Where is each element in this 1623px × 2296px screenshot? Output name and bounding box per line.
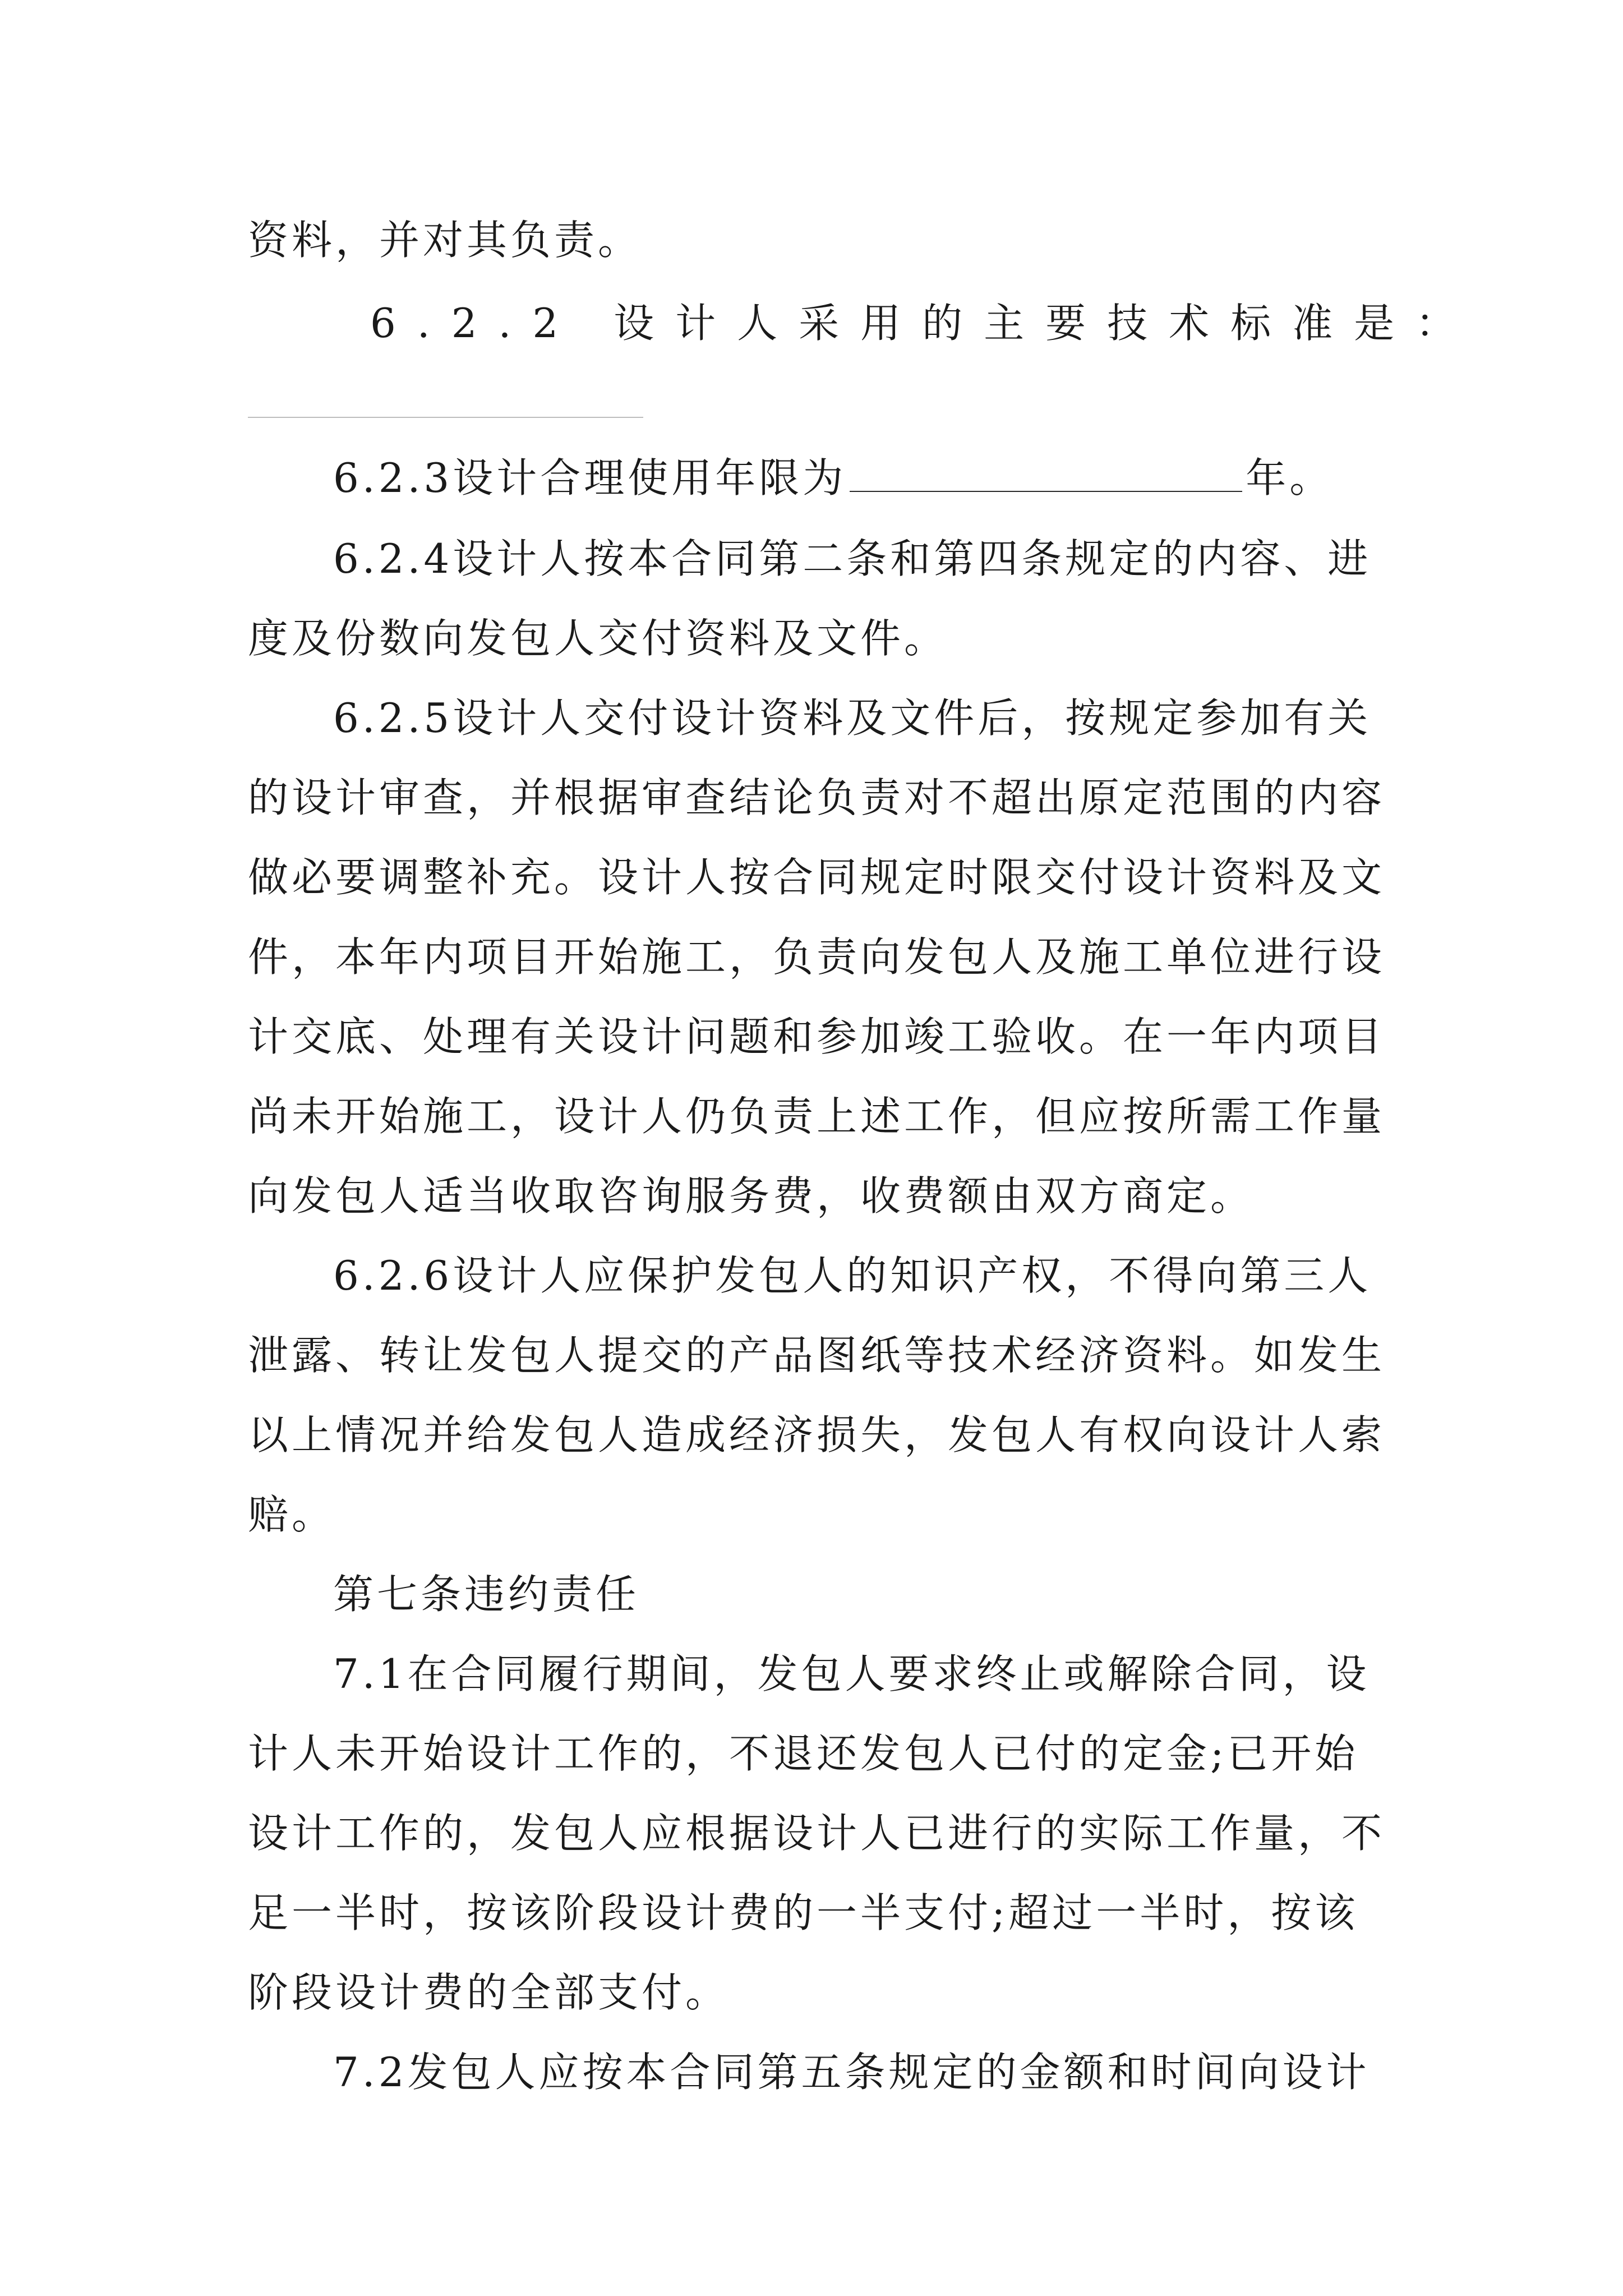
clause-text: 年。 [1246, 454, 1334, 501]
text-line: 尚未开始施工，设计人仍负责上述工作，但应按所需工作量 [248, 1093, 1386, 1140]
text-line: 泄露、转让发包人提交的产品图纸等技术经济资料。如发生 [248, 1332, 1386, 1379]
section-heading: 第七条违约责任 [333, 1571, 640, 1618]
fill-in-blank [248, 417, 643, 418]
text-line: 7.2发包人应按本合同第五条规定的金额和时间向设计 [333, 2049, 1370, 2096]
text-line: 以上情况并给发包人造成经济损失，发包人有权向设计人索 [248, 1411, 1386, 1458]
text-line: 做必要调整补充。设计人按合同规定时限交付设计资料及文 [248, 854, 1386, 901]
clause-text: 6.2.3设计合理使用年限为 [333, 454, 847, 501]
text-line: 的设计审查，并根据审查结论负责对不超出原定范围的内容 [248, 774, 1386, 821]
text-line: 度及份数向发包人交付资料及文件。 [248, 615, 948, 662]
text-line [333, 454, 1334, 501]
text-line: 资料，并对其负责。 [248, 217, 642, 264]
fill-in-blank [850, 458, 1242, 492]
text-line: 足一半时，按该阶段设计费的一半支付;超过一半时，按该 [248, 1889, 1359, 1936]
text-line: 6.2.6设计人应保护发包人的知识产权，不得向第三人 [333, 1252, 1372, 1299]
text-line: 6.2.2 设计人采用的主要技术标准是： [370, 300, 1478, 347]
text-line: 件，本年内项目开始施工，负责向发包人及施工单位进行设 [248, 933, 1386, 981]
text-line: 设计工作的，发包人应根据设计人已进行的实际工作量，不 [248, 1810, 1386, 1857]
text-line: 计交底、处理有关设计问题和参加竣工验收。在一年内项目 [248, 1013, 1386, 1060]
text-line: 计人未开始设计工作的，不退还发包人已付的定金;已开始 [248, 1730, 1359, 1777]
text-line: 赔。 [248, 1491, 336, 1538]
text-line: 向发包人适当收取咨询服务费，收费额由双方商定。 [248, 1172, 1255, 1220]
text-line: 7.1在合同履行期间，发包人要求终止或解除合同，设 [333, 1650, 1370, 1697]
text-line: 6.2.4设计人按本合同第二条和第四条规定的内容、进 [333, 535, 1372, 582]
text-line: 6.2.5设计人交付设计资料及文件后，按规定参加有关 [333, 694, 1372, 742]
text-line: 阶段设计费的全部支付。 [248, 1969, 730, 2016]
